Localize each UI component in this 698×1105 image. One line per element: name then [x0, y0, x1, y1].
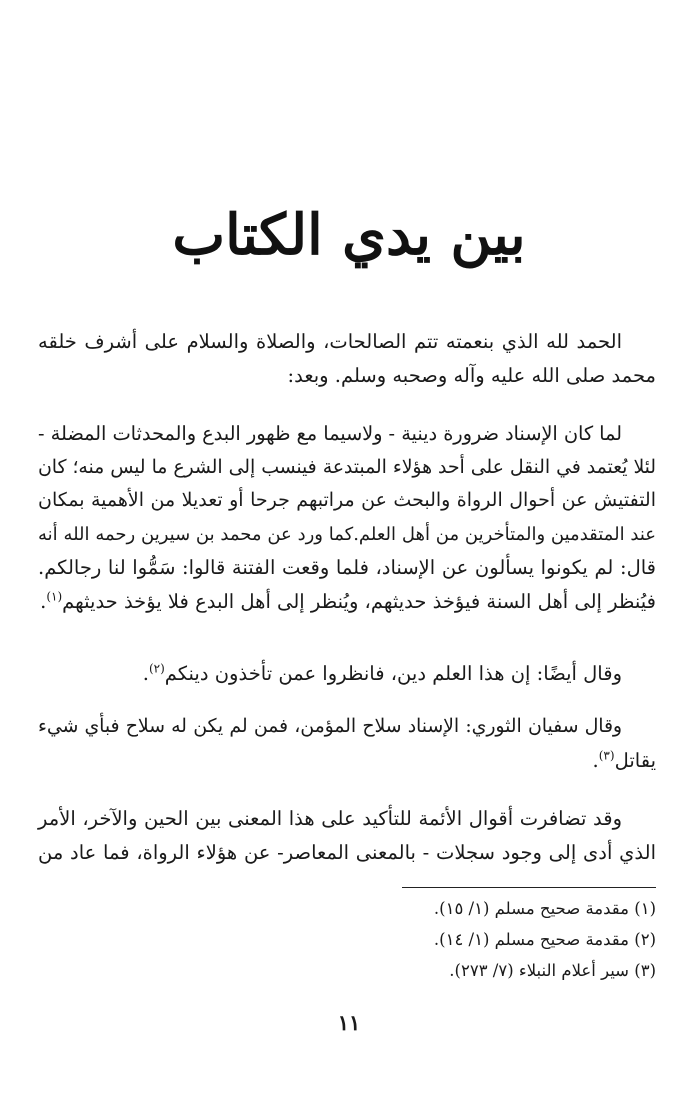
paragraph-isnad — [38, 417, 656, 618]
text-line: وقال سفيان الثوري: الإسناد سلاح المؤمن، فمن لم يكن له سلاح فبأي شيء — [38, 716, 622, 737]
text-segment: يقاتل — [614, 748, 656, 772]
text-segment: وقال أيضًا: إن هذا العلم دين، فانظروا عمن تأخذون دينكم — [164, 662, 622, 685]
text-line: الحمد لله الذي بنعمته تتم الصالحات، والصلاة والسلام على أشرف خلقه — [38, 330, 622, 353]
page-number: ١١ — [337, 1010, 361, 1035]
text-line: الذي أدى إلى وجود سجلات - بالمعنى المعاصر- عن هؤلاء الرواة، فما عاد من — [38, 840, 656, 864]
text-line: قال: لم يكونوا يسألون عن الإسناد، فلما وقعت الفتنة قالوا: سَمُّوا لنا رجالكم. — [38, 556, 656, 579]
text-line: يقاتل$^{(٣)}$. — [592, 748, 656, 772]
text-segment: فيُنظر إلى أهل السنة فيؤخذ حديثهم، ويُنظر إلى أهل البدع فلا يؤخذ حديثهم — [62, 589, 656, 613]
chapter-heading: بين يدي الكتاب — [172, 202, 526, 268]
paragraph-quote-ibn-sirin — [38, 657, 656, 691]
footnote-3: (٣) سير أعلام النبلاء (٧/ ٢٧٣). — [449, 961, 656, 980]
text-line: التفتيش عن أحوال الرواة والبحث عن مراتبهم جرحا أو تعديلا من الأهمية بمكان — [38, 489, 656, 511]
footnote-1: (١) مقدمة صحيح مسلم (١/ ١٥). — [433, 899, 656, 918]
footnote-marker: (٢) — [148, 661, 165, 676]
paragraph-conclusion — [38, 802, 656, 869]
text-line: لما كان الإسناد ضرورة دينية - ولاسيما مع ظهور البدع والمحدثات المضلة - — [38, 422, 622, 445]
footnote-marker: (١) — [46, 589, 63, 603]
footnote-divider — [402, 887, 656, 888]
text-line: محمد صلى الله عليه وآله وصحبه وسلم. وبعد: — [287, 363, 656, 387]
text-line: فيُنظر إلى أهل السنة فيؤخذ حديثهم، ويُنظر إلى أهل البدع فلا يؤخذ حديثهم$^{(١)}$. — [40, 589, 656, 613]
text-line: لئلا يُعتمد في النقل على أحد هؤلاء المبتدعة فينسب إلى الشرع ما ليس منه؛ كان — [38, 456, 656, 478]
text-line: عند المتقدمين والمتأخرين من أهل العلم.كما ورد عن محمد بن سيرين رحمه الله أنه — [38, 523, 656, 545]
footnote-2: (٢) مقدمة صحيح مسلم (١/ ١٤). — [433, 930, 656, 949]
footnote-marker: (٣) — [598, 748, 615, 762]
text-line: وقال أيضًا: إن هذا العلم دين، فانظروا عمن تأخذون دينكم$^{(٢)}$. — [142, 661, 622, 685]
text-line: وقد تضافرت أقوال الأئمة للتأكيد على هذا المعنى بين الحين والآخر، الأمر — [38, 807, 622, 830]
paragraph-quote-sufyan — [38, 710, 656, 777]
paragraph-intro — [38, 325, 656, 392]
